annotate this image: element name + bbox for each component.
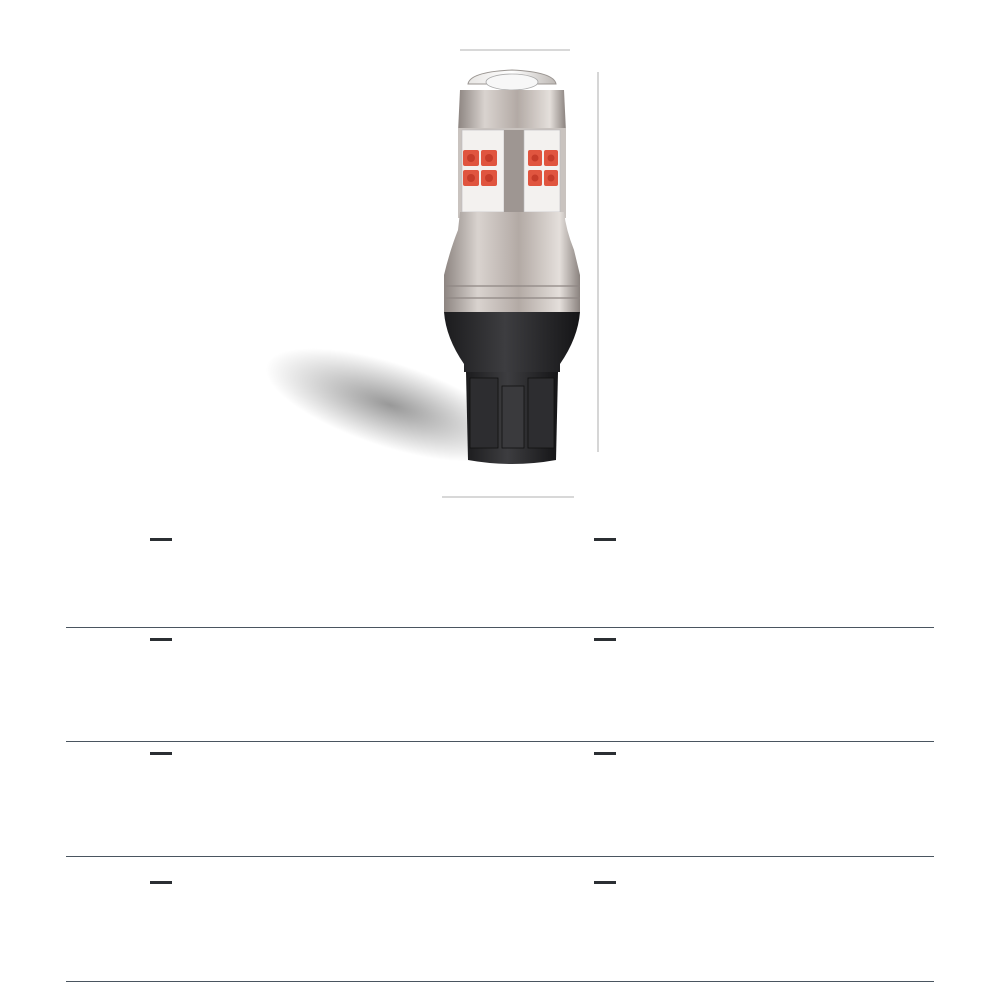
spec-lifespan	[594, 742, 616, 769]
spec-row	[66, 857, 934, 982]
spec-dash	[594, 538, 616, 541]
spec-dash	[594, 752, 616, 755]
spec-dash	[150, 881, 172, 884]
upper-housing	[458, 90, 566, 132]
spec-row	[66, 528, 934, 628]
led-board-left	[462, 130, 504, 212]
spec-socket-type	[594, 528, 616, 555]
spec-luminous-flux	[150, 742, 172, 769]
spec-row	[66, 628, 934, 742]
spec-dash	[594, 638, 616, 641]
spec-dash	[150, 538, 172, 541]
spec-row	[66, 742, 934, 857]
spec-led-chip	[594, 871, 616, 898]
spec-dash	[150, 638, 172, 641]
led-board-right	[524, 130, 560, 212]
spec-table	[66, 528, 934, 982]
spec-color	[150, 871, 172, 898]
lower-housing	[444, 212, 580, 312]
spec-dash	[150, 752, 172, 755]
socket-collar	[444, 312, 580, 372]
spec-power	[150, 628, 172, 655]
spec-voltage	[594, 628, 616, 655]
spec-item-type	[150, 528, 172, 555]
spec-dash	[594, 881, 616, 884]
